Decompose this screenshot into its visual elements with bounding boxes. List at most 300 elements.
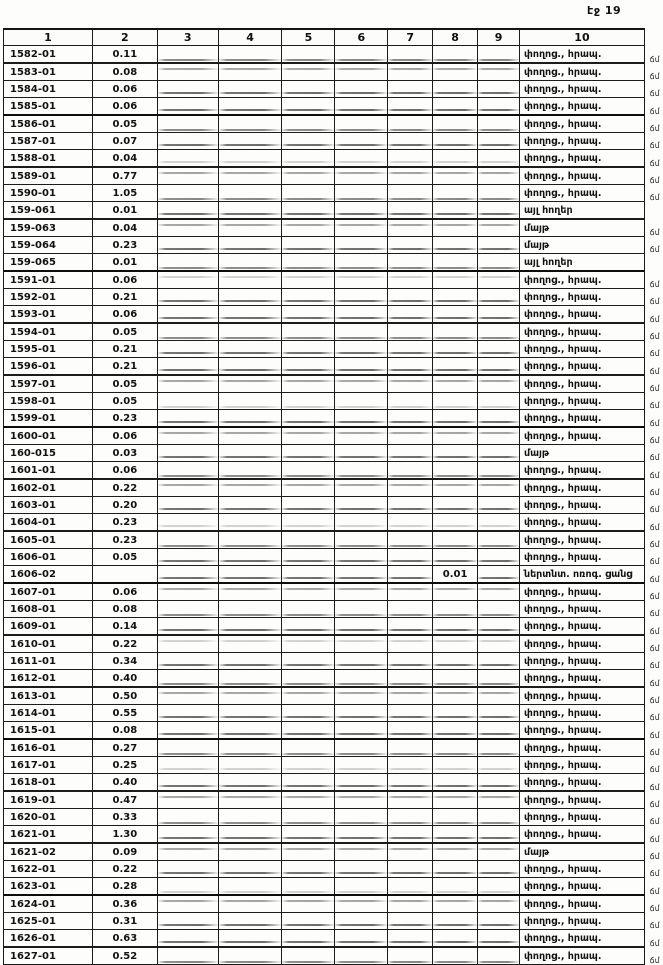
- cell-col8: [433, 115, 478, 133]
- cell-col7: [388, 254, 433, 272]
- cell-col5: [282, 826, 335, 844]
- cell-col3: [157, 791, 218, 809]
- header-cell-9: 9: [478, 29, 520, 46]
- cell-col3: [157, 913, 218, 930]
- cell-col5: [282, 670, 335, 688]
- cell-col8: [433, 601, 478, 618]
- cell-col5: [282, 705, 335, 722]
- cell-col9: [478, 237, 520, 254]
- cell-col8: [433, 878, 478, 896]
- cell-area: 0.11: [92, 46, 157, 64]
- cell-col7: [388, 531, 433, 549]
- table-row: [4, 115, 663, 133]
- cell-col3: [157, 774, 218, 792]
- cell-col5: [282, 237, 335, 254]
- cell-area: 0.06: [92, 81, 157, 98]
- cell-col9: [478, 167, 520, 185]
- cell-col6: [335, 185, 388, 202]
- table-row: [4, 843, 663, 861]
- cell-col8: [433, 653, 478, 670]
- margin-note: ճմ: [649, 331, 661, 341]
- margin-note: ճմ: [649, 660, 661, 670]
- cell-area: 0.06: [92, 427, 157, 445]
- cell-area: 1.05: [92, 185, 157, 202]
- cell-land-use: փողոց., հրապ.: [519, 479, 644, 497]
- cell-col5: [282, 930, 335, 948]
- table-header: [4, 29, 663, 46]
- table-row: [4, 566, 663, 584]
- cell-land-use: փողոց., հրապ.: [519, 583, 644, 601]
- cell-col9: [478, 410, 520, 428]
- cell-col4: [218, 185, 282, 202]
- cell-col4: [218, 913, 282, 930]
- cell-col8: [433, 774, 478, 792]
- cell-col7: [388, 306, 433, 324]
- cell-parcel-code: 1603-01: [4, 497, 93, 514]
- cell-parcel-code: 1595-01: [4, 341, 93, 358]
- cell-parcel-code: 1613-01: [4, 687, 93, 705]
- cell-col5: [282, 133, 335, 150]
- table-row: [4, 133, 663, 150]
- cell-land-use: փողոց., հրապ.: [519, 861, 644, 878]
- cell-area: 0.40: [92, 670, 157, 688]
- cell-area: 0.04: [92, 219, 157, 237]
- table-row: [4, 670, 663, 688]
- cell-col5: [282, 375, 335, 393]
- table-row: [4, 445, 663, 462]
- cell-parcel-code: 159-061: [4, 202, 93, 220]
- cell-col7: [388, 219, 433, 237]
- cell-col6: [335, 150, 388, 168]
- cell-col8: [433, 930, 478, 948]
- cell-col4: [218, 722, 282, 740]
- cell-col3: [157, 618, 218, 636]
- table-row: [4, 809, 663, 826]
- cell-col6: [335, 323, 388, 341]
- cell-col6: [335, 635, 388, 653]
- cell-parcel-code: 1617-01: [4, 757, 93, 774]
- table-row: [4, 81, 663, 98]
- cell-col5: [282, 739, 335, 757]
- cell-area: 0.08: [92, 63, 157, 81]
- cell-col8: [433, 479, 478, 497]
- margin-note: ճմ: [649, 157, 661, 168]
- cell-land-use: փողոց., հրապ.: [519, 930, 644, 948]
- cell-col7: [388, 185, 433, 202]
- cell-col5: [282, 46, 335, 64]
- cell-area: 0.31: [92, 913, 157, 930]
- cell-col7: [388, 271, 433, 289]
- cell-col4: [218, 670, 282, 688]
- cell-col6: [335, 566, 388, 584]
- cell-parcel-code: 1605-01: [4, 531, 93, 549]
- cell-col7: [388, 670, 433, 688]
- cell-area: 0.21: [92, 358, 157, 376]
- cell-col8: [433, 445, 478, 462]
- cell-col9: [478, 878, 520, 896]
- cell-parcel-code: 1599-01: [4, 410, 93, 428]
- header-cell-7: 7: [388, 29, 433, 46]
- cell-col9: [478, 323, 520, 341]
- cell-parcel-code: 1614-01: [4, 705, 93, 722]
- cell-col6: [335, 791, 388, 809]
- cell-col9: [478, 653, 520, 670]
- margin-note: ճմ: [649, 729, 661, 740]
- table-row: [4, 63, 663, 81]
- cell-col4: [218, 81, 282, 98]
- cell-col5: [282, 306, 335, 324]
- cell-col4: [218, 115, 282, 133]
- cell-area: 0.01: [92, 202, 157, 220]
- cell-land-use: փողոց., հրապ.: [519, 774, 644, 792]
- cell-col3: [157, 566, 218, 584]
- cell-col3: [157, 237, 218, 254]
- cell-col5: [282, 497, 335, 514]
- cell-col4: [218, 583, 282, 601]
- cell-col4: [218, 410, 282, 428]
- cell-col3: [157, 531, 218, 549]
- table-row: [4, 687, 663, 705]
- margin-note: ճմ: [649, 521, 661, 532]
- cell-land-use: փողոց., հրապ.: [519, 809, 644, 826]
- margin-note: ճմ: [649, 695, 661, 705]
- cell-parcel-code: 1621-02: [4, 843, 93, 861]
- cell-col8: [433, 722, 478, 740]
- cell-col6: [335, 115, 388, 133]
- table-row: [4, 323, 663, 341]
- cell-col4: [218, 167, 282, 185]
- header-row: [4, 29, 663, 46]
- margin-note: ճմ: [649, 556, 661, 566]
- cell-col5: [282, 271, 335, 289]
- cell-col6: [335, 583, 388, 601]
- cell-col4: [218, 462, 282, 480]
- cell-col9: [478, 98, 520, 116]
- table-row: [4, 601, 663, 618]
- cell-col7: [388, 393, 433, 410]
- cell-col8: [433, 861, 478, 878]
- cell-parcel-code: 1582-01: [4, 46, 93, 64]
- cell-col9: [478, 427, 520, 445]
- cell-land-use: փողոց., հրապ.: [519, 687, 644, 705]
- cell-land-use: փողոց., հրապ.: [519, 185, 644, 202]
- table-row: [4, 427, 663, 445]
- cell-land-use: փողոց., հրապ.: [519, 549, 644, 566]
- cell-area: 0.22: [92, 635, 157, 653]
- cell-col6: [335, 462, 388, 480]
- margin-note: ճմ: [649, 573, 661, 584]
- cell-col7: [388, 115, 433, 133]
- cell-col5: [282, 878, 335, 896]
- cell-col7: [388, 497, 433, 514]
- cell-land-use: փողոց., հրապ.: [519, 323, 644, 341]
- cell-land-use: փողոց., հրապ.: [519, 341, 644, 358]
- margin-note: ճմ: [649, 296, 661, 306]
- cell-col7: [388, 479, 433, 497]
- cell-col5: [282, 913, 335, 930]
- cell-land-use: փողոց., հրապ.: [519, 63, 644, 81]
- cell-col7: [388, 341, 433, 358]
- cell-col9: [478, 271, 520, 289]
- cell-col4: [218, 739, 282, 757]
- margin-note: ճմ: [649, 608, 661, 618]
- cell-land-use: փողոց., հրապ.: [519, 46, 644, 64]
- cell-col4: [218, 653, 282, 670]
- cell-col8: [433, 271, 478, 289]
- cell-col8: [433, 98, 478, 116]
- header-cell-2: 2: [92, 29, 157, 46]
- cell-col9: [478, 358, 520, 376]
- cell-col9: [478, 843, 520, 861]
- cell-area: 0.20: [92, 497, 157, 514]
- table-row: [4, 202, 663, 220]
- cell-col4: [218, 46, 282, 64]
- cell-land-use: փողոց., հրապ.: [519, 601, 644, 618]
- cell-land-use: փողոց., հրապ.: [519, 635, 644, 653]
- cell-col5: [282, 358, 335, 376]
- cell-col6: [335, 358, 388, 376]
- cell-land-use: փողոց., հրապ.: [519, 739, 644, 757]
- table-row: [4, 375, 663, 393]
- cell-col6: [335, 653, 388, 670]
- cell-col9: [478, 757, 520, 774]
- cell-col9: [478, 531, 520, 549]
- table-row: [4, 167, 663, 185]
- cell-area: 0.25: [92, 757, 157, 774]
- cell-col5: [282, 635, 335, 653]
- cell-col8: [433, 375, 478, 393]
- cell-col6: [335, 757, 388, 774]
- cell-col7: [388, 427, 433, 445]
- cell-col3: [157, 549, 218, 566]
- margin-note: ճմ: [649, 313, 661, 324]
- cell-col9: [478, 289, 520, 306]
- cell-col9: [478, 185, 520, 202]
- margin-note: ճմ: [649, 53, 661, 64]
- cell-parcel-code: 1600-01: [4, 427, 93, 445]
- cell-col8: [433, 150, 478, 168]
- margin-note: ճմ: [649, 227, 661, 237]
- cell-parcel-code: 1615-01: [4, 722, 93, 740]
- cell-col9: [478, 861, 520, 878]
- cell-land-use: փողոց., հրապ.: [519, 791, 644, 809]
- cell-col7: [388, 809, 433, 826]
- cell-land-use: փողոց., հրապ.: [519, 757, 644, 774]
- margin-note: ճմ: [649, 348, 661, 358]
- cell-col9: [478, 63, 520, 81]
- cell-col6: [335, 670, 388, 688]
- cell-col7: [388, 635, 433, 653]
- margin-note: ճմ: [649, 417, 661, 428]
- cell-col7: [388, 445, 433, 462]
- cell-col4: [218, 306, 282, 324]
- cell-area: 0.21: [92, 341, 157, 358]
- cell-col5: [282, 341, 335, 358]
- table-row: [4, 930, 663, 948]
- cell-col8: [433, 46, 478, 64]
- cell-col6: [335, 202, 388, 220]
- cell-col8: [433, 913, 478, 930]
- cell-col5: [282, 687, 335, 705]
- cell-parcel-code: 1608-01: [4, 601, 93, 618]
- cell-land-use: փողոց., հրապ.: [519, 81, 644, 98]
- cell-col5: [282, 81, 335, 98]
- cell-land-use: փողոց., հրապ.: [519, 826, 644, 844]
- margin-note: ճմ: [649, 747, 661, 757]
- cell-col7: [388, 549, 433, 566]
- cell-col4: [218, 63, 282, 81]
- cell-col8: [433, 323, 478, 341]
- cell-col6: [335, 306, 388, 324]
- cell-col9: [478, 497, 520, 514]
- margin-note: ճմ: [649, 244, 661, 254]
- cell-area: 0.07: [92, 133, 157, 150]
- cell-col8: [433, 739, 478, 757]
- cell-col9: [478, 601, 520, 618]
- cell-col9: [478, 913, 520, 930]
- cell-col8: [433, 826, 478, 844]
- table-row: [4, 913, 663, 930]
- cell-col7: [388, 358, 433, 376]
- cell-land-use: փողոց., հրապ.: [519, 705, 644, 722]
- cell-col3: [157, 271, 218, 289]
- cell-col7: [388, 843, 433, 861]
- table-row: [4, 46, 663, 64]
- cell-col8: [433, 289, 478, 306]
- cell-col6: [335, 427, 388, 445]
- cell-col7: [388, 566, 433, 584]
- cell-col3: [157, 861, 218, 878]
- table-row: [4, 98, 663, 116]
- table-row: [4, 774, 663, 792]
- cell-area: 0.06: [92, 98, 157, 116]
- cell-col6: [335, 861, 388, 878]
- cell-col7: [388, 323, 433, 341]
- cell-parcel-code: 1601-01: [4, 462, 93, 480]
- cell-col3: [157, 289, 218, 306]
- cell-area: [92, 566, 157, 584]
- page-number: էջ 19: [587, 4, 622, 17]
- margin-note: ճմ: [649, 781, 661, 792]
- cell-parcel-code: 1623-01: [4, 878, 93, 896]
- cell-col4: [218, 687, 282, 705]
- cell-col6: [335, 479, 388, 497]
- cell-col6: [335, 497, 388, 514]
- cell-land-use: ներտնտ. ոռոգ. ցանց: [519, 566, 644, 584]
- cell-area: 0.36: [92, 895, 157, 913]
- cell-col6: [335, 393, 388, 410]
- cell-col4: [218, 358, 282, 376]
- cell-col7: [388, 63, 433, 81]
- cell-col5: [282, 861, 335, 878]
- cell-col7: [388, 687, 433, 705]
- cell-col3: [157, 653, 218, 670]
- cell-col9: [478, 809, 520, 826]
- cell-col8: [433, 687, 478, 705]
- cell-col7: [388, 895, 433, 913]
- cell-col5: [282, 653, 335, 670]
- cell-parcel-code: 1591-01: [4, 271, 93, 289]
- cell-land-use: փողոց., հրապ.: [519, 670, 644, 688]
- cell-area: 0.77: [92, 167, 157, 185]
- cell-parcel-code: 1597-01: [4, 375, 93, 393]
- cell-area: 0.06: [92, 462, 157, 480]
- cell-col5: [282, 427, 335, 445]
- cell-parcel-code: 1624-01: [4, 895, 93, 913]
- cell-col3: [157, 445, 218, 462]
- cell-col3: [157, 427, 218, 445]
- cell-parcel-code: 1585-01: [4, 98, 93, 116]
- cell-col7: [388, 878, 433, 896]
- cell-col3: [157, 63, 218, 81]
- cell-col8: [433, 895, 478, 913]
- cell-col4: [218, 237, 282, 254]
- cell-col3: [157, 843, 218, 861]
- cell-land-use: փողոց., հրապ.: [519, 653, 644, 670]
- cell-area: 0.33: [92, 809, 157, 826]
- cell-parcel-code: 1621-01: [4, 826, 93, 844]
- cell-col4: [218, 323, 282, 341]
- cell-col9: [478, 393, 520, 410]
- cell-col9: [478, 705, 520, 722]
- cell-col3: [157, 670, 218, 688]
- cell-col4: [218, 705, 282, 722]
- cell-col9: [478, 202, 520, 220]
- cell-col8: [433, 237, 478, 254]
- cell-col7: [388, 722, 433, 740]
- cell-col5: [282, 63, 335, 81]
- cell-parcel-code: 159-063: [4, 219, 93, 237]
- cell-col4: [218, 514, 282, 532]
- cell-col6: [335, 133, 388, 150]
- header-cell-5: 5: [282, 29, 335, 46]
- table-row: [4, 757, 663, 774]
- table-row: [4, 826, 663, 844]
- cell-land-use: փողոց., հրապ.: [519, 98, 644, 116]
- cell-parcel-code: 1625-01: [4, 913, 93, 930]
- cell-col7: [388, 46, 433, 64]
- margin-note: ճմ: [649, 400, 661, 410]
- cell-col5: [282, 167, 335, 185]
- cell-col3: [157, 167, 218, 185]
- cell-land-use: մայթ: [519, 237, 644, 254]
- cell-col6: [335, 63, 388, 81]
- cell-land-use: փողոց., հրապ.: [519, 289, 644, 306]
- table-row: [4, 722, 663, 740]
- margin-note: ճմ: [649, 504, 661, 514]
- cell-col4: [218, 254, 282, 272]
- cell-col3: [157, 150, 218, 168]
- cell-col6: [335, 237, 388, 254]
- cell-col9: [478, 930, 520, 948]
- cell-area: 0.05: [92, 549, 157, 566]
- cell-col4: [218, 427, 282, 445]
- cell-col9: [478, 566, 520, 584]
- cell-col6: [335, 271, 388, 289]
- table-row: [4, 531, 663, 549]
- margin-note: ճմ: [649, 591, 661, 601]
- cell-parcel-code: 160-015: [4, 445, 93, 462]
- cell-col6: [335, 445, 388, 462]
- cell-col9: [478, 375, 520, 393]
- margin-note: ճմ: [649, 712, 661, 722]
- cell-area: 1.30: [92, 826, 157, 844]
- cell-parcel-code: 1618-01: [4, 774, 93, 792]
- margin-note: ճմ: [649, 71, 661, 81]
- header-cell-4: 4: [218, 29, 282, 46]
- margin-note: [644, 253, 663, 271]
- cell-parcel-code: 1590-01: [4, 185, 93, 202]
